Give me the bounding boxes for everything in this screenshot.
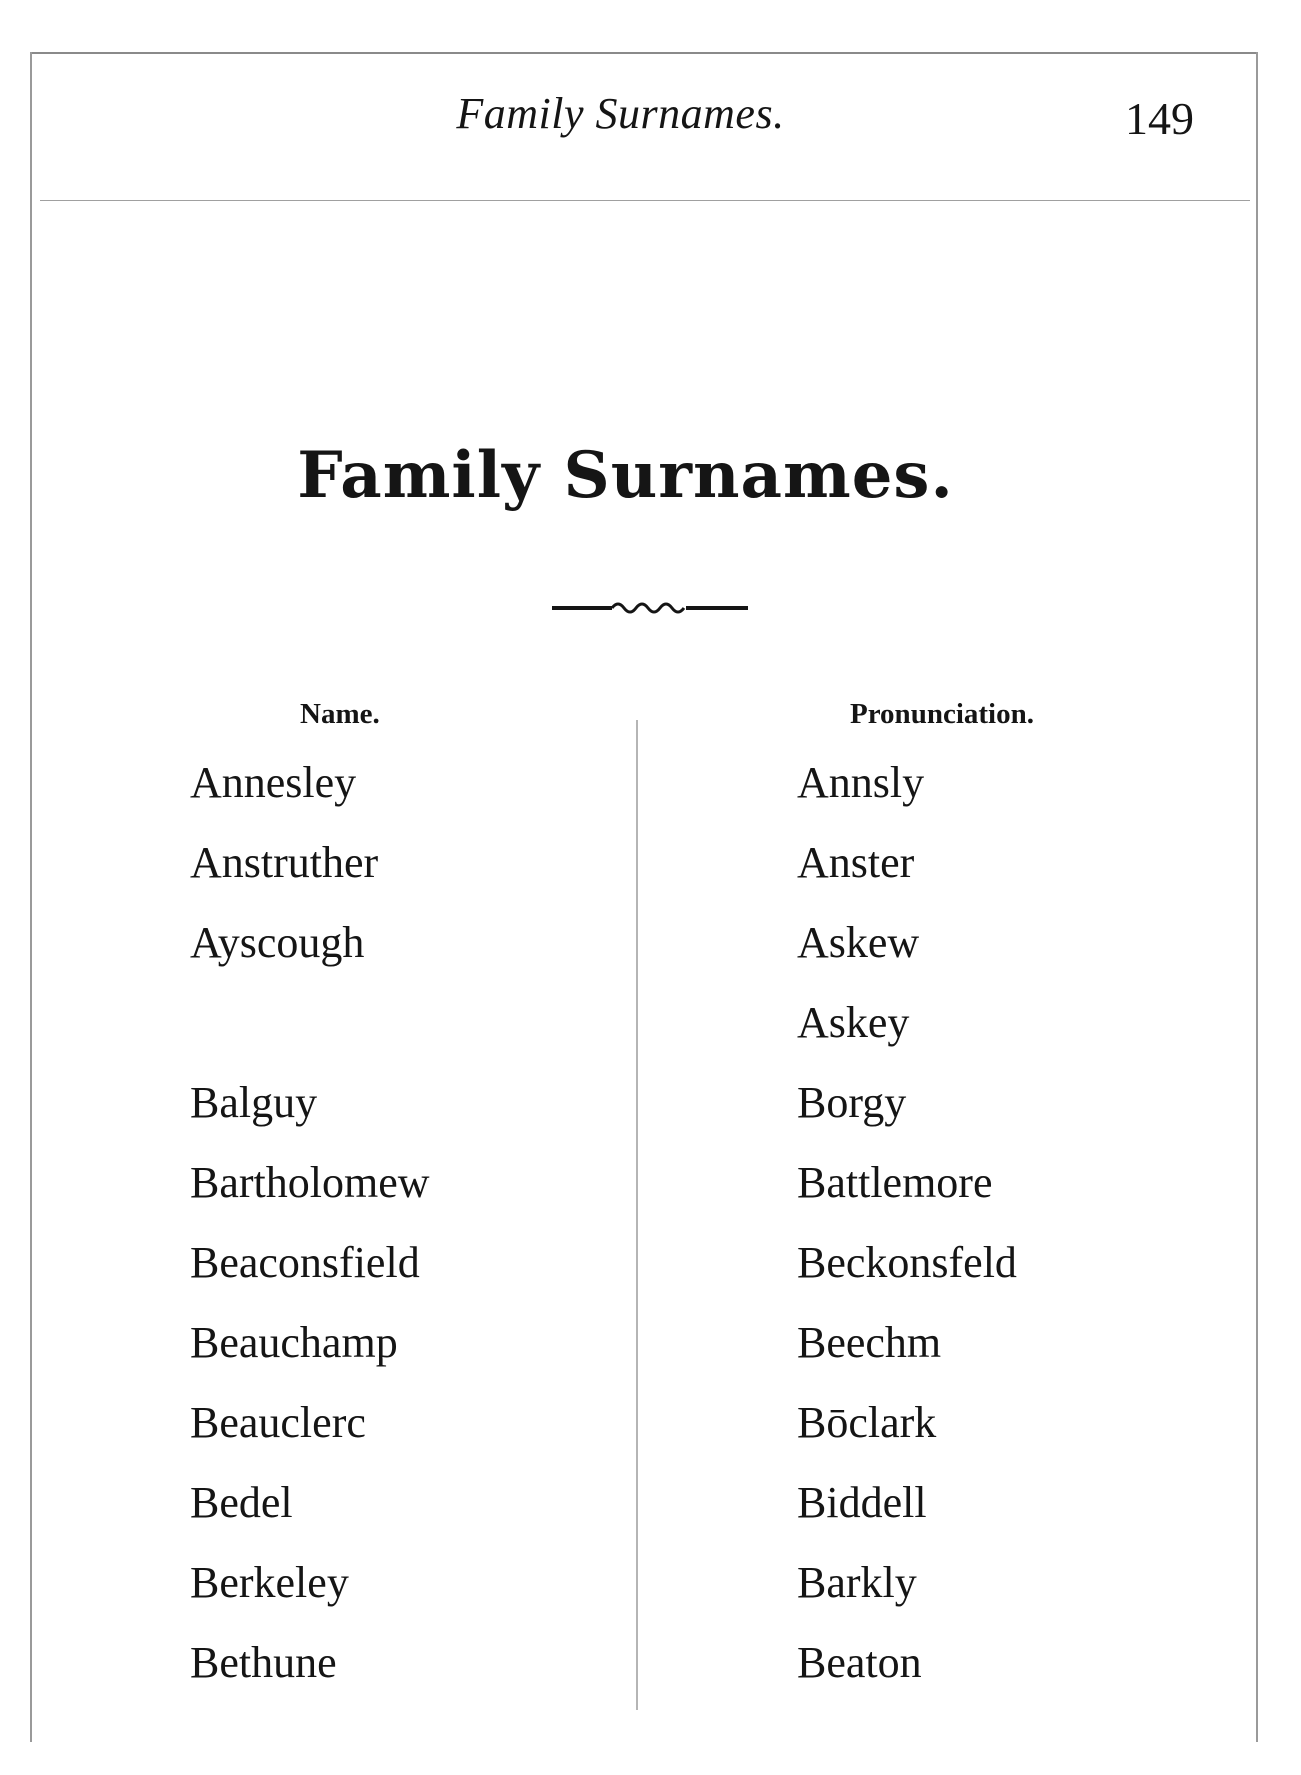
surname-name: Beauchamp <box>190 1318 398 1367</box>
list-item <box>0 1395 1301 1475</box>
list-item <box>0 1075 1301 1155</box>
surname-pronunciation: Biddell <box>797 1478 927 1527</box>
surname-pronunciation: Bōclark <box>797 1398 937 1447</box>
header-rule <box>40 200 1250 201</box>
page-title-text: Family Surnames. <box>297 438 954 513</box>
surname-name: Bethune <box>190 1638 337 1687</box>
list-item <box>0 1555 1301 1635</box>
list-item <box>0 1315 1301 1395</box>
surname-name: Balguy <box>190 1078 318 1127</box>
surname-pronunciation: Annsly <box>797 758 925 807</box>
page-number: 149 <box>1125 93 1194 144</box>
running-head-text: Family Surnames. <box>456 89 785 138</box>
column-header-name: Name. <box>300 698 380 730</box>
list-item <box>0 1635 1301 1715</box>
ornament-divider-icon <box>550 596 750 620</box>
list-item <box>0 1475 1301 1555</box>
surname-pronunciation: Borgy <box>797 1078 907 1127</box>
surname-name: Beauclerc <box>190 1398 366 1447</box>
surname-pronunciation: Beckonsfeld <box>797 1238 1017 1287</box>
surname-list <box>0 755 1301 1715</box>
list-item <box>0 835 1301 915</box>
surname-name: Bartholomew <box>190 1158 430 1207</box>
surname-name: Anstruther <box>190 838 379 887</box>
surname-pronunciation: Askew <box>797 918 920 967</box>
page-title <box>0 438 1301 513</box>
list-item <box>0 1235 1301 1315</box>
surname-name: Bedel <box>190 1478 293 1527</box>
surname-pronunciation: Battlemore <box>797 1158 993 1207</box>
running-head <box>0 88 1301 139</box>
surname-name: Annesley <box>190 758 357 807</box>
list-item <box>0 1155 1301 1235</box>
column-header-pronunciation: Pronunciation. <box>850 698 1034 730</box>
list-item <box>0 915 1301 995</box>
surname-pronunciation: Beechm <box>797 1318 942 1367</box>
surname-name: Berkeley <box>190 1558 349 1607</box>
surname-name: Beaconsfield <box>190 1238 420 1287</box>
list-item <box>0 995 1301 1075</box>
surname-pronunciation: Beaton <box>797 1638 922 1687</box>
surname-pronunciation: Askey <box>797 998 910 1047</box>
page-frame-top <box>30 52 1258 54</box>
surname-pronunciation: Anster <box>797 838 915 887</box>
list-item <box>0 755 1301 835</box>
surname-pronunciation: Barkly <box>797 1558 917 1607</box>
surname-name: Ayscough <box>190 918 365 967</box>
